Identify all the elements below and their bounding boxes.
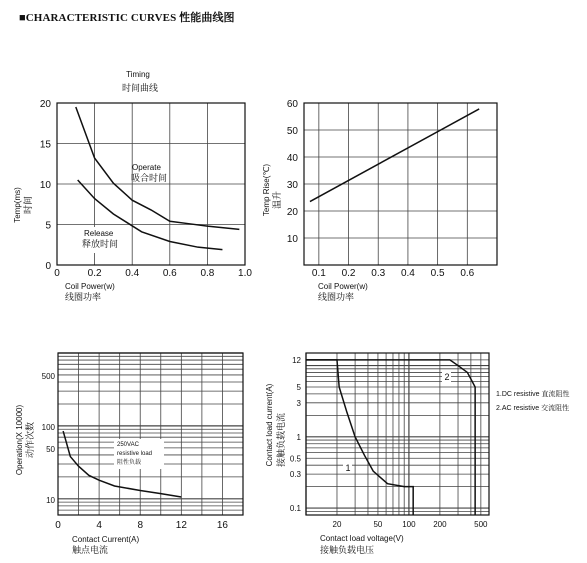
series-number-label: 1 (345, 463, 351, 473)
series-label-cn: 吸合时间 (131, 173, 168, 183)
y-tick-label: 0.1 (289, 504, 301, 514)
x-tick-label: 0.4 (125, 268, 140, 279)
annotation-text: resistive load (117, 451, 153, 457)
y-axis-label: Temp(ms) (13, 187, 22, 223)
x-tick-label: 20 (332, 520, 342, 529)
y-tick-label: 10 (46, 495, 55, 505)
header-title: CHARACTERISTIC CURVES 性能曲线图 (25, 12, 235, 24)
y-tick-label: 30 (286, 180, 298, 191)
legend-entry: 1.DC resistive 直流阻性 (496, 391, 570, 398)
x-axis-label-cn: 线圈功率 (65, 292, 102, 302)
series-label-cn: 释放时间 (82, 239, 119, 249)
x-tick-label: 0.5 (430, 268, 445, 279)
annotation-text: 250VAC (117, 442, 139, 448)
series-line-2 (306, 360, 475, 515)
y-tick-label: 40 (286, 153, 298, 164)
x-tick-label: 0.1 (311, 268, 326, 279)
series-line-1 (306, 360, 413, 515)
y-tick-label: 15 (39, 139, 51, 151)
x-tick-label: 100 (402, 520, 416, 529)
x-tick-label: 0.8 (200, 268, 215, 279)
x-tick-label: 0.2 (341, 268, 356, 279)
x-axis-label: Coil Power(w) (65, 282, 115, 291)
x-tick-label: 0.4 (400, 268, 415, 279)
plot-frame (58, 353, 243, 515)
y-tick-label: 20 (286, 207, 298, 218)
y-axis-label-cn: 接触负载电流 (276, 412, 286, 468)
x-axis-label: Coil Power(w) (318, 282, 368, 291)
x-tick-label: 0.6 (460, 268, 475, 279)
y-tick-label: 3 (296, 398, 301, 408)
y-tick-label: 50 (46, 444, 55, 454)
x-tick-label: 0 (54, 268, 60, 279)
square-bullet-icon: ■ (19, 12, 26, 24)
series-line (310, 109, 479, 202)
x-axis-label-cn: 线圈功率 (318, 292, 355, 302)
x-axis-label: Contact Current(A) (72, 535, 140, 544)
series-label: Operate (132, 163, 161, 172)
plot-frame (306, 353, 489, 515)
y-tick-label: 1 (296, 432, 301, 442)
x-tick-label: 12 (175, 520, 187, 531)
legend-entry: 2.AC resistive 交流阻性 (496, 405, 570, 412)
x-tick-label: 1.0 (238, 268, 252, 279)
y-tick-label: 0 (45, 261, 51, 272)
x-tick-label: 4 (96, 520, 102, 531)
y-axis-label: Contact load current(A) (265, 383, 274, 467)
series-number-label: 2 (444, 372, 450, 382)
x-axis-label-cn: 触点电流 (72, 545, 109, 555)
chart-title-cn: 时间曲线 (121, 83, 159, 93)
y-tick-label: 5 (45, 220, 51, 232)
y-axis-label-cn: 时间 (23, 195, 33, 215)
y-axis-label: Operation(X 10000) (15, 404, 24, 476)
x-axis-label: Contact load voltage(V) (320, 534, 404, 543)
series-label: Release (84, 229, 114, 238)
y-tick-label: 50 (286, 126, 298, 137)
x-tick-label: 50 (373, 520, 383, 529)
x-tick-label: 0 (55, 520, 61, 531)
y-tick-label: 0.3 (289, 470, 301, 480)
x-tick-label: 0.3 (371, 268, 386, 279)
x-tick-label: 16 (216, 520, 229, 531)
y-axis-label-cn: 动作次数 (25, 421, 35, 459)
y-tick-label: 12 (292, 355, 301, 365)
x-tick-label: 8 (137, 520, 144, 531)
y-tick-label: 100 (41, 422, 55, 432)
x-axis-label-cn: 接触负载电压 (320, 545, 375, 555)
x-tick-label: 500 (474, 520, 488, 529)
x-tick-label: 0.6 (162, 268, 177, 279)
y-tick-label: 5 (296, 383, 301, 393)
y-axis-label: Temp Rise(℃) (262, 163, 271, 217)
y-tick-label: 0.5 (289, 454, 301, 464)
y-tick-label: 10 (39, 180, 51, 191)
x-tick-label: 200 (433, 520, 447, 529)
y-tick-label: 500 (41, 371, 55, 381)
y-axis-label-cn: 温升 (272, 190, 282, 210)
y-tick-label: 20 (39, 99, 51, 110)
annotation-text: 阻性负载 (117, 460, 142, 466)
y-tick-label: 60 (286, 99, 298, 110)
y-tick-label: 10 (286, 234, 298, 245)
chart-title: Timing (126, 70, 150, 79)
x-tick-label: 0.2 (87, 268, 102, 279)
